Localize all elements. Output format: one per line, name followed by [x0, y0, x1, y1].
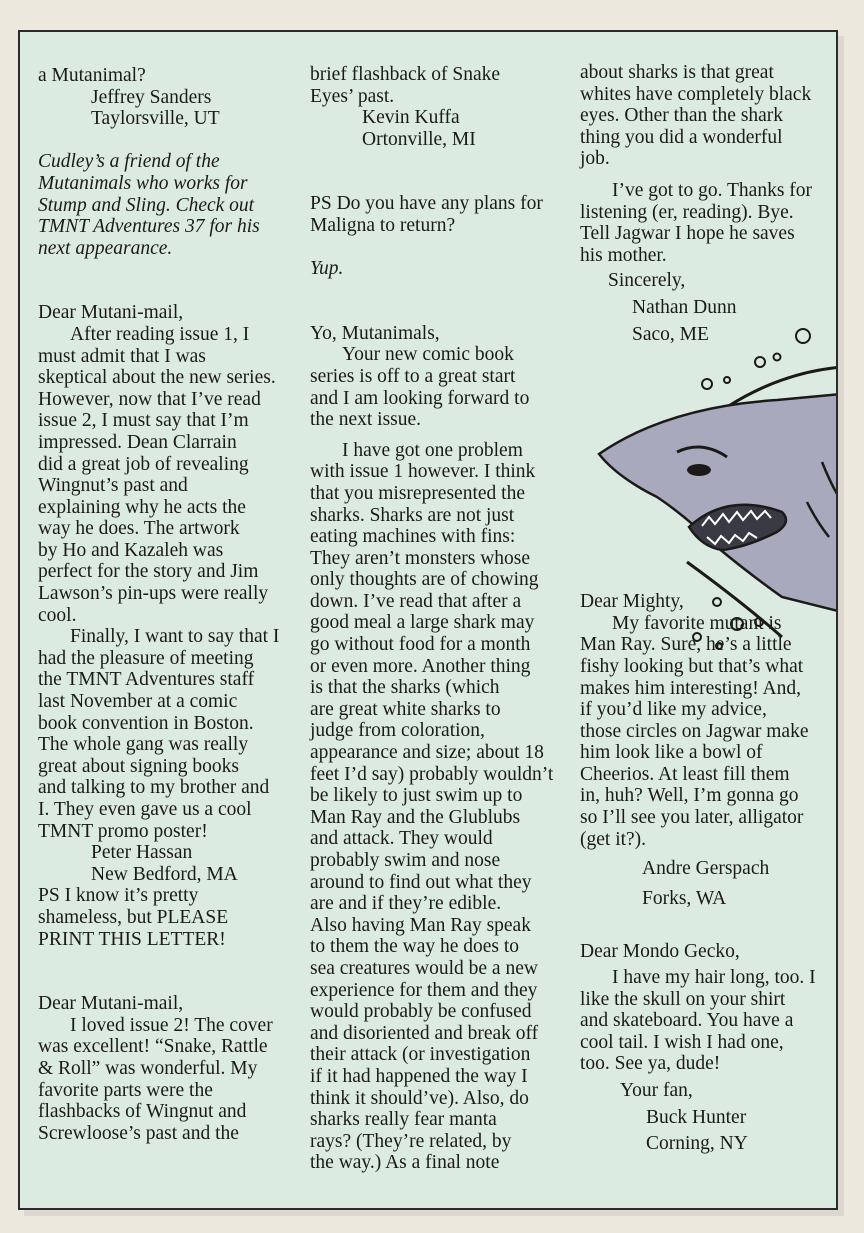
letter-greeting: Dear Mutani-mail, — [38, 302, 184, 324]
signature-name: Jeffrey Sanders — [91, 86, 212, 108]
signature-place: Forks, WA — [642, 887, 727, 909]
letter-greeting: Dear Mighty, — [580, 591, 684, 613]
letter-paragraph: My favorite mutant is Man Ray. Sure, he’s a little fishy looking but that’s what makes him interesting! And, if you’d like my advice, those circles on Jagwar make him look like a bowl of Cheerios. At least fill them in, huh? Well, I’m gonna go so I’ll see you later, alligator (get it?). — [580, 612, 809, 850]
signature-name: Peter Hassan — [91, 842, 193, 864]
signature-place: Taylorsville, UT — [91, 108, 220, 130]
letter-paragraph: After reading issue 1, I must admit that I was skeptical about the new series. However, now that I’ve read issue 2, I must say that I’m impressed. Dean Clarrain did a great job of revealing Wingnut’s past and explaining why he acts the way he does. The artwork by Ho and Kazaleh was perfect for the story and Jim Lawson’s pin-ups were really cool. — [38, 323, 276, 626]
letters-panel — [18, 30, 838, 1210]
signature-name: Kevin Kuffa — [362, 107, 460, 129]
signature-name: Nathan Dunn — [632, 296, 737, 318]
letter-greeting: Dear Mondo Gecko, — [580, 941, 740, 963]
letter-continuation: brief flashback of Snake — [310, 64, 501, 85]
letter-paragraph: Finally, I want to say that I had the pleasure of meeting the TMNT Adventures staff last November at a comic book convention in Boston. The whole gang was really great about signing books and talking to my brother and I. They even gave us a cool TMNT promo poster! — [38, 626, 280, 842]
signature-place: Ortonville, MI — [362, 128, 476, 150]
column-2 — [310, 64, 578, 1174]
editor-reply: Cudley’s a friend of the Mutanimals who works for Stump and Sling. Check out TMNT Adventures 37 for his next appearance. — [38, 151, 260, 259]
letter-paragraph: I have my hair long, too. I like the skull on your shirt and skateboard. You have a cool tail. I wish I had one, too. See ya, dude! — [580, 967, 816, 1075]
letter-fragment: a Mutanimal? — [38, 65, 146, 86]
signature-name: Buck Hunter — [646, 1106, 747, 1128]
letter-greeting: Dear Mutani-mail, — [38, 993, 184, 1015]
column-1 — [38, 65, 300, 1144]
letter-paragraph: I have got one problem with issue 1 however. I think that you misrepresented the sharks. Sharks are not just eating machines with fins: They aren’t monsters whose only thoughts are of chowing down. I’ve read that after a good meal a large shark may go without food for a month or even more. Another thing is that the sharks (which are great white sharks to judge from coloration, appearance and size; about 18 feet I’d say) probably wouldn’t be likely to just swim up to Man Ray and the Glublubs and attack. They would probably swim and nose around to find out what they are and if they’re edible. Also having Man Ray speak to them the way he does to sea creatures would be a new experience for them and they would probably be confused and disoriented and break off their attack (or investigation if it had happened the way I think it should’ve). Also, do sharks really fear manta rays? (They’re related, by the way.) As a final note — [310, 439, 554, 1174]
letter-ps: PS Do you have any plans for Maligna to return? — [310, 193, 543, 236]
letter-paragraph: Your new comic book series is off to a great start and I am looking forward to the next issue. — [310, 344, 530, 431]
letter-closing: Sincerely, — [608, 270, 686, 292]
signature-place: New Bedford, MA — [91, 863, 238, 885]
letter-closing: Your fan, — [620, 1080, 693, 1101]
signature-place: Saco, ME — [632, 323, 709, 345]
letter-paragraph: I loved issue 2! The cover was excellent! “Snake, Rattle & Roll” was wonderful. My favorite parts were the flashbacks of Wingnut and Screwloose’s past and the — [38, 1014, 273, 1144]
signature-place: Corning, NY — [646, 1133, 748, 1155]
letter-continuation: about sharks is that great whites have completely black eyes. Other than the shark thing you did a wonderful job. — [580, 62, 812, 170]
editor-reply: Yup. — [310, 258, 344, 280]
signature-name: Andre Gerspach — [642, 858, 770, 880]
column-3 — [580, 62, 836, 1155]
letter-paragraph: I’ve got to go. Thanks for listening (er, reading). Bye. Tell Jagwar I hope he saves his mother. — [580, 179, 813, 266]
letter-ps: PS I know it’s pretty shameless, but PLEASE PRINT THIS LETTER! — [38, 885, 229, 950]
letter-greeting: Yo, Mutanimals, — [310, 322, 440, 344]
letter-continuation: Eyes’ past. — [310, 85, 395, 107]
